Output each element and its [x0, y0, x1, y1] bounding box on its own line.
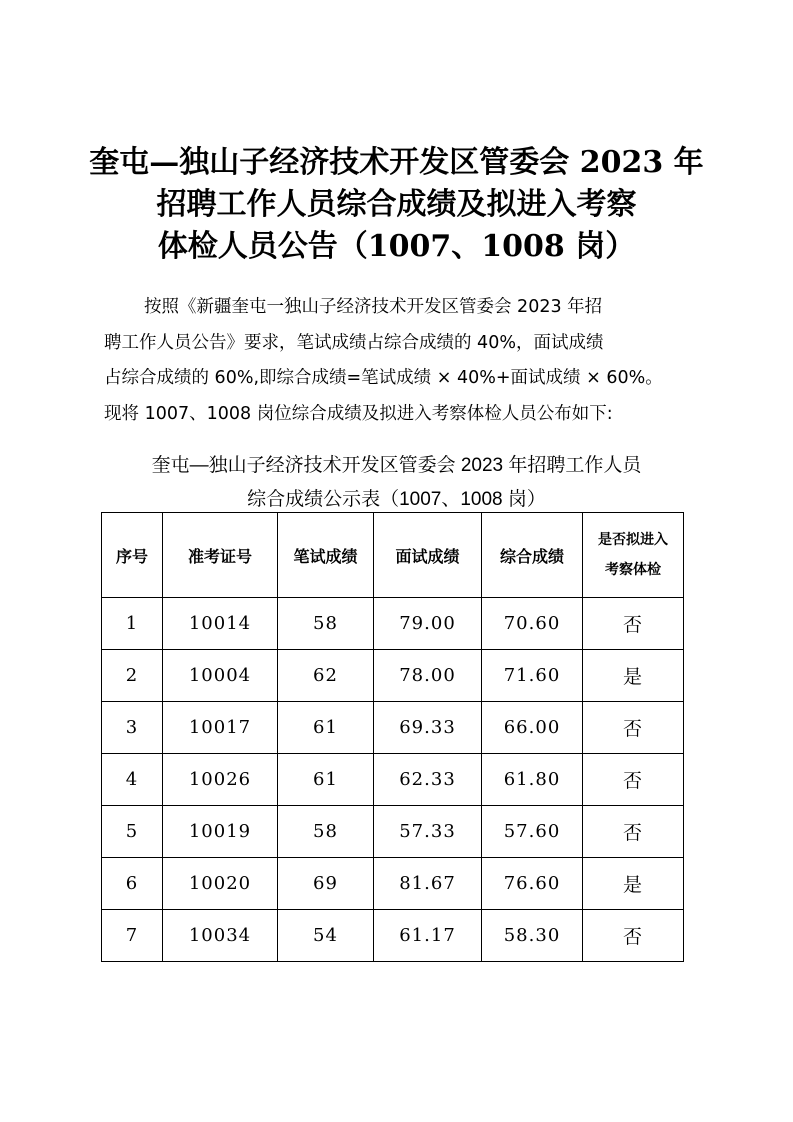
cell-ticket-number: 10020: [163, 858, 278, 910]
cell-total-score: 71.60: [482, 650, 583, 702]
cell-advance-result: 否: [583, 754, 684, 806]
header-ticket-number: 准考证号: [163, 513, 278, 598]
cell-seq: 6: [102, 858, 163, 910]
cell-advance-result: 是: [583, 650, 684, 702]
cell-ticket-number: 10014: [163, 598, 278, 650]
table-row: [102, 754, 684, 806]
cell-written-score: 58: [278, 598, 374, 650]
table-row: [102, 910, 684, 962]
header-total-score: 综合成绩: [482, 513, 583, 598]
header-advance-line-2: 考察体检: [605, 562, 661, 578]
cell-seq: 2: [102, 650, 163, 702]
cell-seq: 7: [102, 910, 163, 962]
scores-table: [101, 512, 684, 962]
intro-line-3: 占综合成绩的 60%,即综合成绩=笔试成绩 × 40%+面试成绩 × 60%。: [104, 368, 663, 388]
header-written-score: 笔试成绩: [278, 513, 374, 598]
header-seq: 序号: [102, 513, 163, 598]
header-advance-line-1: 是否拟进入: [598, 532, 668, 548]
cell-advance-result: 否: [583, 910, 684, 962]
title-line-1: 奎屯—独山子经济技术开发区管委会 2023 年: [89, 145, 704, 180]
intro-line-1: 按照《新疆奎屯一独山子经济技术开发区管委会 2023 年招: [144, 297, 603, 317]
cell-seq: 1: [102, 598, 163, 650]
cell-total-score: 61.80: [482, 754, 583, 806]
cell-ticket-number: 10004: [163, 650, 278, 702]
cell-ticket-number: 10017: [163, 702, 278, 754]
table-row: [102, 650, 684, 702]
cell-interview-score: 81.67: [374, 858, 482, 910]
document-title: [0, 142, 793, 268]
cell-written-score: 54: [278, 910, 374, 962]
title-line-3: 体检人员公告（1007、1008 岗）: [157, 229, 636, 264]
cell-ticket-number: 10019: [163, 806, 278, 858]
cell-advance-result: 是: [583, 858, 684, 910]
table-caption-line-2: 综合成绩公示表（1007、1008 岗）: [247, 489, 546, 510]
cell-ticket-number: 10034: [163, 910, 278, 962]
table-row: [102, 702, 684, 754]
cell-interview-score: 69.33: [374, 702, 482, 754]
table-row: [102, 598, 684, 650]
intro-line-4: 现将 1007、1008 岗位综合成绩及拟进入考察体检人员公布如下:: [104, 403, 613, 424]
cell-written-score: 58: [278, 806, 374, 858]
cell-seq: 4: [102, 754, 163, 806]
intro-paragraph: [104, 290, 692, 432]
table-row: [102, 806, 684, 858]
cell-interview-score: 62.33: [374, 754, 482, 806]
cell-interview-score: 78.00: [374, 650, 482, 702]
cell-interview-score: 79.00: [374, 598, 482, 650]
cell-total-score: 66.00: [482, 702, 583, 754]
cell-written-score: 61: [278, 702, 374, 754]
cell-advance-result: 否: [583, 598, 684, 650]
table-row: [102, 858, 684, 910]
intro-line-2: 聘工作人员公告》要求，笔试成绩占综合成绩的 40%，面试成绩: [104, 332, 604, 353]
cell-seq: 5: [102, 806, 163, 858]
title-line-2: 招聘工作人员综合成绩及拟进入考察: [156, 187, 637, 222]
cell-total-score: 70.60: [482, 598, 583, 650]
table-caption-line-1: 奎屯—独山子经济技术开发区管委会 2023 年招聘工作人员: [151, 455, 642, 476]
cell-written-score: 62: [278, 650, 374, 702]
cell-interview-score: 57.33: [374, 806, 482, 858]
cell-total-score: 76.60: [482, 858, 583, 910]
header-interview-score: 面试成绩: [374, 513, 482, 598]
header-advance-to-check: [583, 513, 684, 598]
cell-written-score: 61: [278, 754, 374, 806]
cell-total-score: 57.60: [482, 806, 583, 858]
table-header-row: [102, 513, 684, 598]
cell-written-score: 69: [278, 858, 374, 910]
cell-interview-score: 61.17: [374, 910, 482, 962]
cell-seq: 3: [102, 702, 163, 754]
cell-advance-result: 否: [583, 806, 684, 858]
cell-advance-result: 否: [583, 702, 684, 754]
cell-ticket-number: 10026: [163, 754, 278, 806]
cell-total-score: 58.30: [482, 910, 583, 962]
